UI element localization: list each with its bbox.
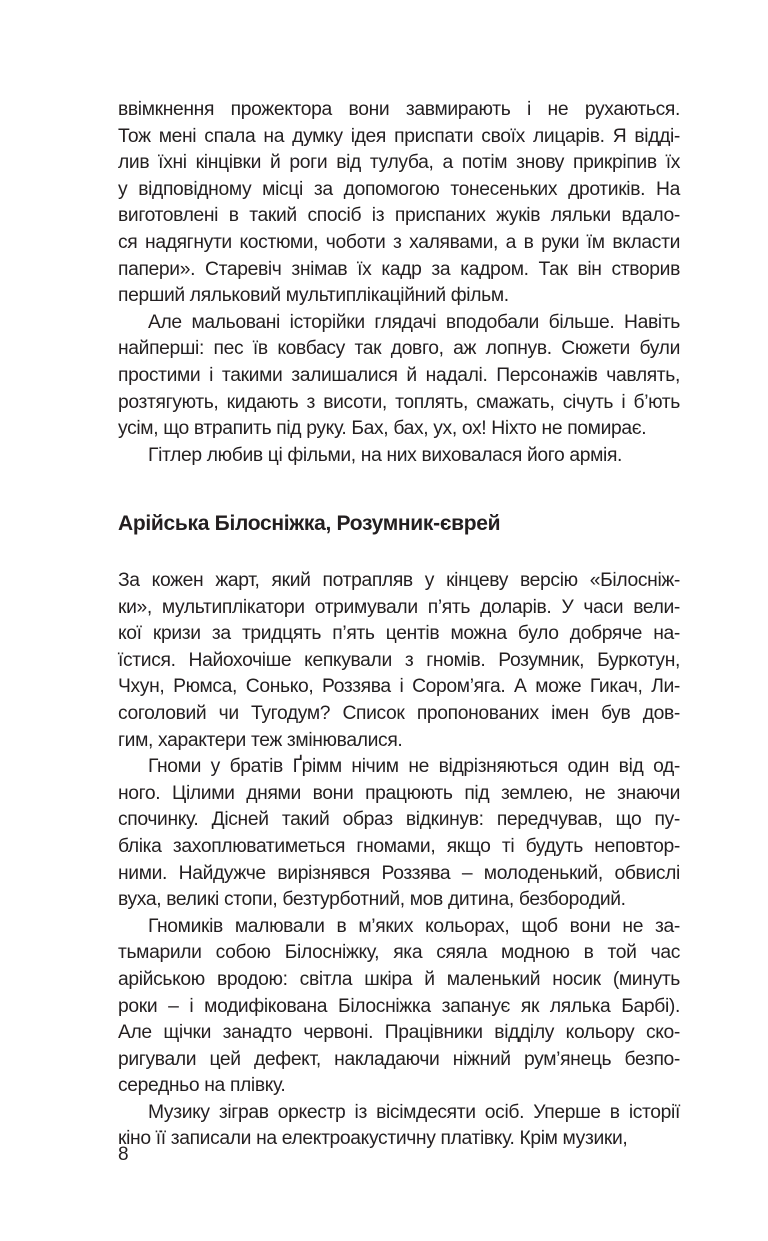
text-line: Але мальовані історійки глядачі вподобали більше. Навіть [148,311,680,333]
page-number: 8 [118,1144,129,1165]
text-line: соголовий чи Тугодум? Список пропонованих імен був дов- [118,702,680,724]
text-line: ся надягнути костюми, чоботи з халявами, а в руки їм вкласти [118,231,680,253]
text-line: папери». Старевіч знімав їх кадр за кадром. Так він створив [118,258,680,280]
text-line: За кожен жарт, який потрапляв у кінцеву версію «Білосніж- [118,570,680,591]
text-line: Гномиків малювали в м’яких кольорах, щоб вони не за- [148,915,680,937]
text-line: тьмарили собою Білосніжку, яка сяяла модною в той час [118,942,680,964]
text-line: кіно її записали на електроакустичну платівку. Крім музики, [118,1128,628,1150]
text-line: арійською вродою: світла шкіра й маленький носик (минуть [118,968,680,990]
paragraph [118,443,680,470]
text-line: вуха, великі стопи, безтурботний, мов дитина, безбородий. [118,889,626,911]
text-line: усім, що втрапить під руку. Бах, бах, ух, ох! Ніхто не помирає. [118,418,647,440]
section-2-body [118,568,680,1153]
text-line: Тож мені спала на думку ідея приспати своїх лицарів. Я відді- [118,125,680,147]
text-line: середньо на плівку. [118,1075,286,1097]
text-line: ними. Найдужче вирізнявся Роззява – молоденький, обвислі [118,862,680,884]
text-line: виготовлені в такий спосіб із приспаних жуків ляльки вдало- [118,205,680,227]
section-1-body [118,97,680,469]
text-line: їстися. Найохочіше кепкували з гномів. Розумник, Буркотун, [118,649,680,671]
text-line: спочинку. Дісней такий образ відкинув: передчував, що пу- [118,809,680,831]
text-line: ввімкнення прожектора вони завмирають і не рухаються. [118,99,680,120]
text-line: перший ляльковий мультиплікаційний фільм. [118,285,509,307]
text-line: ного. Цілими днями вони працюють під землею, не знаючи [118,782,680,804]
paragraph [118,754,680,914]
text-line: кої кризи за тридцять п’ять центів можна було добряче на- [118,623,680,645]
text-line: ригували цей дефект, накладаючи ніжний рум’янець безпо- [118,1048,680,1070]
text-line: розтягують, кидають з висоти, топлять, смажать, січуть і б’ють [118,391,680,413]
paragraph [118,310,680,443]
paragraph [118,97,680,310]
text-line: Але щічки занадто червоні. Працівники відділу кольору ско- [118,1022,680,1044]
text-line: Гітлер любив ці фільми, на них виховалася його армія. [148,444,623,466]
text-line: роки – і модифікована Білосніжка запанує як лялька Барбі). [118,995,680,1017]
text-line: Музику зіграв оркестр із вісімдесяти осіб. Уперше в історії [148,1101,680,1123]
text-line: Чхун, Рюмса, Сонько, Роззява і Сором’яга. А може Гикач, Ли- [118,676,680,698]
paragraph [118,914,680,1100]
text-line: лив їхні кінцівки й роги від тулуба, а потім знову прикріпив їх [118,152,680,174]
text-line: простими і такими залишалися й надалі. Персонажів чавлять, [118,364,680,386]
paragraph [118,568,680,754]
text-line: найперші: пес їв ковбасу так довго, аж лопнув. Сюжети були [118,338,680,360]
text-line: ки», мультиплікатори отримували п’ять доларів. У часи вели- [118,596,680,618]
text-line: Гноми у братів Ґрімм нічим не відрізняються один від од- [148,756,680,778]
text-line: бліка захоплюватиметься гномами, якщо ті будуть неповтор- [118,835,680,857]
section-heading: Арійська Білосніжка, Розумник-єврей [118,512,501,535]
text-line: гим, характери теж змінювалися. [118,729,403,751]
text-line: у відповідному місці за допомогою тонесеньких дротиків. На [118,178,680,200]
paragraph [118,1100,680,1153]
